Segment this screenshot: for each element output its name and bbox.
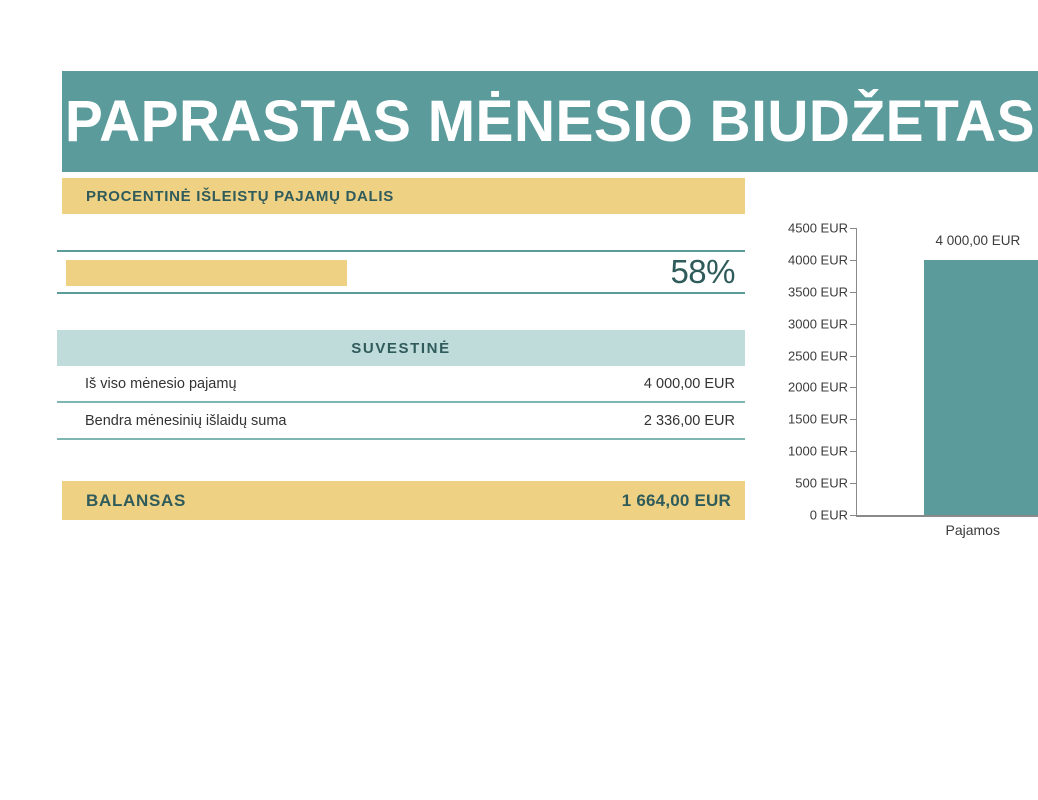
percent-spent-value: 58% — [670, 252, 735, 290]
chart-x-axis-line — [856, 515, 1038, 517]
table-row — [57, 403, 745, 440]
percent-section-header — [62, 178, 745, 214]
summary-row-value: 4 000,00 EUR — [643, 375, 735, 392]
summary-row-value: 2 336,00 EUR — [643, 412, 735, 429]
chart-y-tick — [850, 515, 857, 516]
chart-y-axis-line — [856, 228, 857, 516]
chart-y-tick-label: 3500 EUR — [788, 284, 848, 300]
chart-y-axis — [770, 218, 848, 523]
summary-table-header — [57, 330, 745, 366]
chart-y-tick — [850, 324, 857, 325]
summary-table — [57, 330, 745, 440]
chart-y-tick — [850, 292, 857, 293]
chart-y-tick — [850, 387, 857, 388]
chart-y-tick-label: 1000 EUR — [788, 443, 848, 459]
chart-y-tick-label: 4500 EUR — [788, 220, 848, 236]
document-title-banner — [62, 71, 1038, 172]
chart-y-tick-label: 2000 EUR — [788, 379, 848, 395]
balance-value: 1 664,00 EUR — [621, 490, 731, 510]
page-title: PAPRASTAS MĖNESIO BIUDŽETAS — [64, 88, 1036, 154]
income-bar-chart — [770, 218, 1038, 538]
chart-y-tick — [850, 228, 857, 229]
summary-row-label: Bendra mėnesinių išlaidų suma — [85, 412, 287, 429]
chart-y-tick — [850, 356, 857, 357]
percent-spent-row — [57, 250, 745, 294]
chart-y-tick-label: 0 EUR — [809, 507, 848, 523]
chart-data-label: 4 000,00 EUR — [935, 232, 1021, 248]
chart-y-tick — [850, 451, 857, 452]
balance-label: BALANSAS — [86, 490, 187, 510]
summary-row-label: Iš viso mėnesio pajamų — [85, 375, 237, 392]
chart-y-tick-label: 4000 EUR — [788, 252, 848, 268]
chart-y-tick — [850, 419, 857, 420]
chart-category-label: Pajamos — [945, 522, 1000, 538]
chart-y-tick-label: 1500 EUR — [788, 411, 848, 427]
chart-y-tick — [850, 483, 857, 484]
chart-plot-area — [770, 218, 1038, 538]
progress-bar-fill — [66, 260, 347, 286]
table-row — [57, 366, 745, 403]
chart-y-tick-label: 2500 EUR — [788, 348, 848, 364]
chart-bar — [924, 260, 1038, 515]
percent-section-label: PROCENTINĖ IŠLEISTŲ PAJAMŲ DALIS — [86, 187, 394, 205]
balance-bar — [62, 481, 745, 520]
chart-y-tick-label: 500 EUR — [795, 475, 848, 491]
chart-y-tick — [850, 260, 857, 261]
summary-title: SUVESTINĖ — [351, 339, 451, 357]
chart-y-tick-label: 3000 EUR — [788, 316, 848, 332]
